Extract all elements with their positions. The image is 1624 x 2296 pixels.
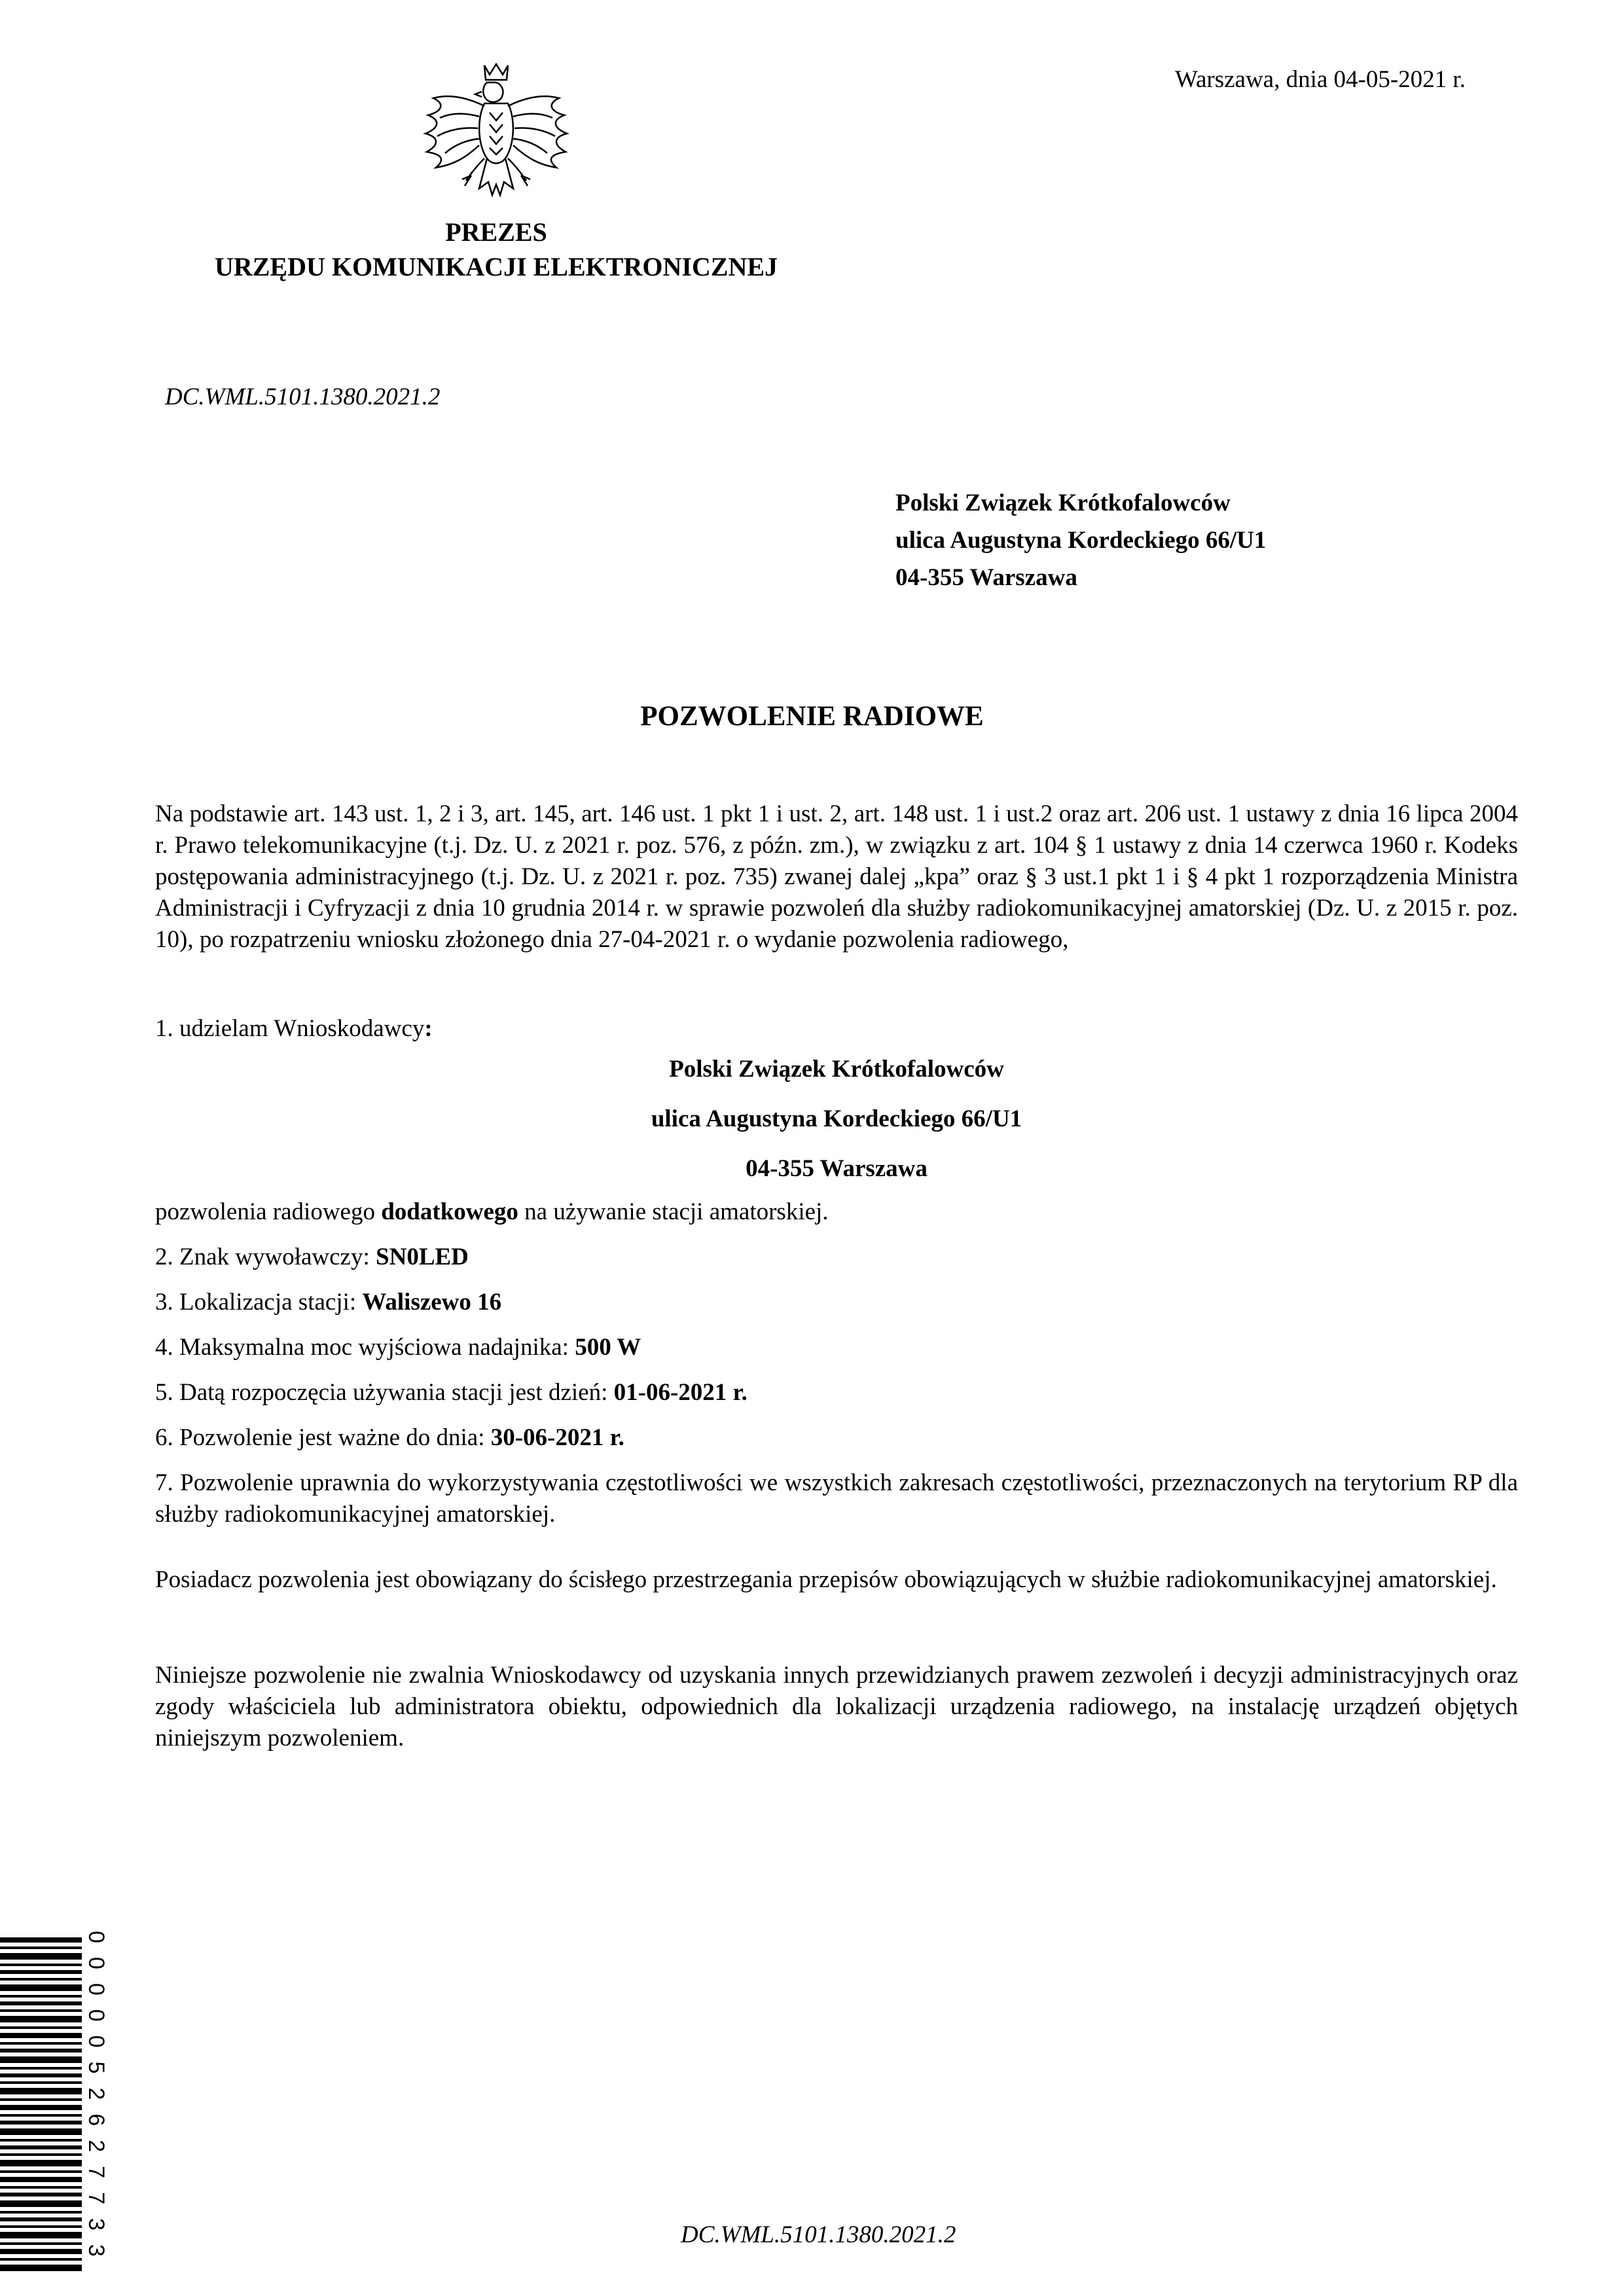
start-date-value: 01-06-2021 r. (613, 1379, 748, 1406)
station-location-label: 3. Lokalizacja stacji: (155, 1289, 363, 1316)
obligation-paragraph: Posiadacz pozwolenia jest obowiązany do ścisłego przestrzegania przepisów obowiązujących w służbie radiokomunikacyjnej amatorskiej. (155, 1566, 1497, 1593)
barcode-number-text: 0000052627733 (84, 1931, 109, 2270)
barcode (0, 1937, 82, 2271)
item-2 (155, 1242, 1518, 1273)
issuer-line2: URZĘDU KOMUNIKACJI ELEKTRONICZNEJ (214, 252, 778, 281)
item-1-prefix: 1. udzielam Wnioskodawcy (155, 1015, 425, 1042)
grantee-city: 04-355 Warszawa (746, 1155, 928, 1182)
grant-text-pre: pozwolenia radiowego (155, 1198, 382, 1225)
place-date: Warszawa, dnia 04-05-2021 r. (1175, 66, 1466, 93)
recipient-street: ulica Augustyna Kordeckiego 66/U1 (895, 527, 1267, 554)
call-sign-value: SN0LED (376, 1244, 469, 1270)
recipient-name: Polski Związek Krótkofalowców (895, 490, 1231, 516)
grant-text-post: na używanie stacji amatorskiej. (518, 1198, 829, 1225)
item-1-intro (155, 1013, 1518, 1045)
valid-until-value: 30-06-2021 r. (490, 1424, 624, 1451)
station-location-value: Waliszewo 16 (362, 1289, 502, 1316)
item-7-paragraph: 7. Pozwolenie uprawnia do wykorzystywania częstotliwości we wszystkich zakresach częstotliwości, przeznaczonych na terytorium RP dla służby radiokomunikacyjnej amatorskiej. (155, 1469, 1518, 1528)
max-power-label: 4. Maksymalna moc wyjściowa nadajnika: (155, 1334, 575, 1361)
barcode-number (84, 1931, 117, 2271)
item-6 (155, 1422, 1518, 1454)
legal-basis-paragraph: Na podstawie art. 143 ust. 1, 2 i 3, art. 145, art. 146 ust. 1 pkt 1 i ust. 2, art. 148 ust. 1 i ust.2 oraz art. 206 ust. 1 ustawy z dnia 16 lipca 2004 r. Prawo telekomunikacyjne (t.j. Dz. U. z 2021 r. poz. 576, z późn. zm.), w związku z art. 104 § 1 ustawy z dnia 14 czerwca 1960 r. Kodeks postępowania administracyjnego (t.j. Dz. U. z 2021 r. poz. 735) zwanej dalej „kpa” oraz § 3 ust.1 pkt 1 i § 4 pkt 1 rozporządzenia Ministra Administracji i Cyfryzacji z dnia 10 grudnia 2014 r. w sprawie pozwoleń dla służby radiokomunikacyjnej amatorskiej (Dz. U. z 2015 r. poz. 10), po rozpatrzeniu wniosku złożonego dnia 27-04-2021 r. o wydanie pozwolenia radiowego, (155, 800, 1518, 953)
disclaimer-paragraph: Niniejsze pozwolenie nie zwalnia Wnioskodawcy od uzyskania innych przewidzianych prawem zezwoleń i decyzji administracyjnych oraz zgody właściciela lub administratora obiektu, odpowiednich dla lokalizacji urządzenia radiowego, na instalację urządzeń objętych niniejszym pozwoleniem. (155, 1662, 1518, 1751)
grant-type: dodatkowego (381, 1198, 518, 1225)
start-date-label: 5. Datą rozpoczęcia używania stacji jest dzień: (155, 1379, 614, 1406)
item-1-colon: : (424, 1015, 433, 1042)
issuer-heading (169, 215, 823, 284)
recipient-address (895, 484, 1266, 596)
grantee-name: Polski Związek Krótkofalowców (669, 1056, 1004, 1083)
item-4 (155, 1332, 1518, 1363)
polish-eagle-icon (419, 60, 573, 212)
item-3 (155, 1287, 1518, 1318)
max-power-value: 500 W (575, 1334, 641, 1361)
item-5 (155, 1377, 1518, 1408)
footer-reference: DC.WML.5101.1380.2021.2 (681, 2221, 956, 2248)
grant-text (155, 1196, 1518, 1228)
recipient-city: 04-355 Warszawa (895, 564, 1077, 591)
case-reference: DC.WML.5101.1380.2021.2 (165, 384, 441, 410)
valid-until-label: 6. Pozwolenie jest ważne do dnia: (155, 1424, 491, 1451)
document-title: POZWOLENIE RADIOWE (640, 701, 984, 732)
issuer-line1: PREZES (445, 217, 547, 247)
grantee-street: ulica Augustyna Kordeckiego 66/U1 (651, 1105, 1022, 1132)
call-sign-label: 2. Znak wywoławczy: (155, 1244, 376, 1270)
